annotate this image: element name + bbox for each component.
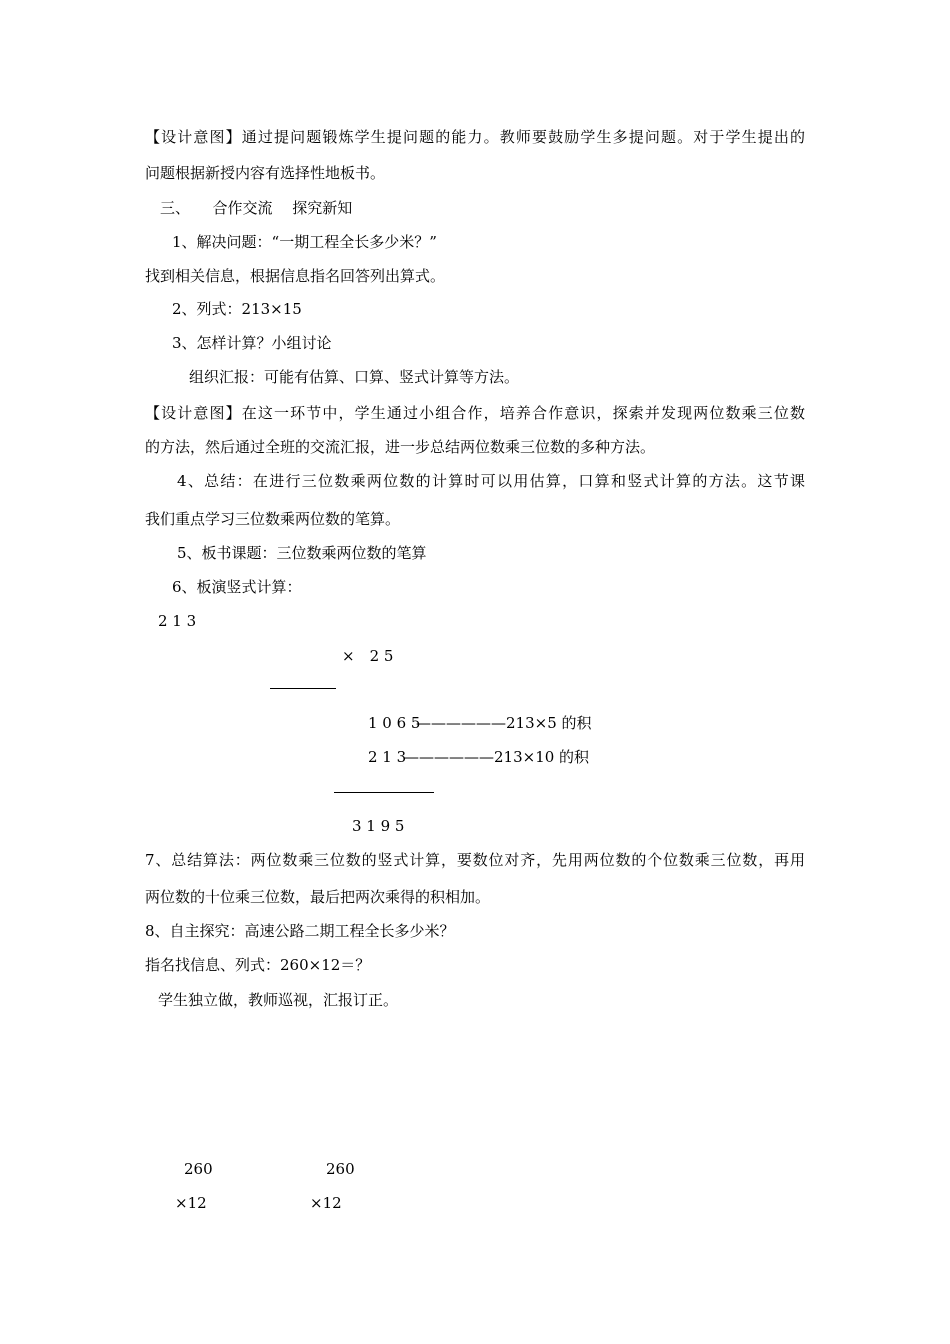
calc-partial-2-note: ——————213×10 的积 [404, 748, 590, 766]
calc-multiplicand: 2 1 3 [158, 612, 197, 630]
exercise-left-top: 260 [184, 1160, 213, 1178]
calc-rule-1 [270, 688, 336, 689]
design-intent-1-line-2: 问题根据新授内容有选择性地板书。 [145, 164, 386, 182]
exercise-right-top: 260 [326, 1160, 355, 1178]
step-1-note: 找到相关信息，根据信息指名回答列出算式。 [145, 267, 446, 285]
section-heading-3: 三、 合作交流 探究新知 [160, 199, 353, 217]
step-3-note: 组织汇报：可能有估算、口算、竖式计算等方法。 [189, 368, 520, 386]
step-8-work: 学生独立做，教师巡视，汇报订正。 [158, 991, 399, 1009]
exercise-right-bottom: ×12 [310, 1194, 342, 1212]
calc-multiplier: × 2 5 [342, 647, 394, 665]
exercise-left-bottom: ×12 [175, 1194, 207, 1212]
step-2: 2、列式：213×15 [172, 300, 302, 318]
calc-partial-2: 2 1 3 [368, 748, 407, 766]
step-6: 6、板演竖式计算： [172, 578, 302, 596]
design-intent-1-line-1: 【设计意图】通过提问题锻炼学生提问题的能力。教师要鼓励学生多提问题。对于学生提出的 [145, 128, 805, 146]
step-7-line-2: 两位数的十位乘三位数，最后把两次乘得的积相加。 [145, 888, 491, 906]
step-8: 8、自主探究：高速公路二期工程全长多少米？ [145, 922, 455, 940]
design-intent-2-line-2: 的方法，然后通过全班的交流汇报，进一步总结两位数乘三位数的多种方法。 [145, 438, 656, 456]
calc-rule-2 [334, 792, 434, 793]
step-3: 3、怎样计算？小组讨论 [172, 334, 332, 352]
calc-partial-1-note: ——————213×5 的积 [416, 714, 592, 732]
calc-result: 3 1 9 5 [352, 817, 405, 835]
step-4-line-1: 4、总结：在进行三位数乘两位数的计算时可以用估算，口算和竖式计算的方法。这节课 [177, 472, 805, 490]
design-intent-2-line-1: 【设计意图】在这一环节中，学生通过小组合作，培养合作意识，探索并发现两位数乘三位数 [145, 404, 805, 422]
step-7-line-1: 7、总结算法：两位数乘三位数的竖式计算，要数位对齐，先用两位数的个位数乘三位数，再用 [145, 851, 805, 869]
step-1: 1、解决问题：“一期工程全长多少米？” [172, 233, 437, 251]
step-4-line-2: 我们重点学习三位数乘两位数的笔算。 [145, 510, 401, 528]
calc-partial-1: 1 0 6 5 [368, 714, 421, 732]
step-8-note: 指名找信息、列式：260×12＝？ [145, 956, 371, 974]
step-5: 5、板书课题：三位数乘两位数的笔算 [177, 544, 427, 562]
